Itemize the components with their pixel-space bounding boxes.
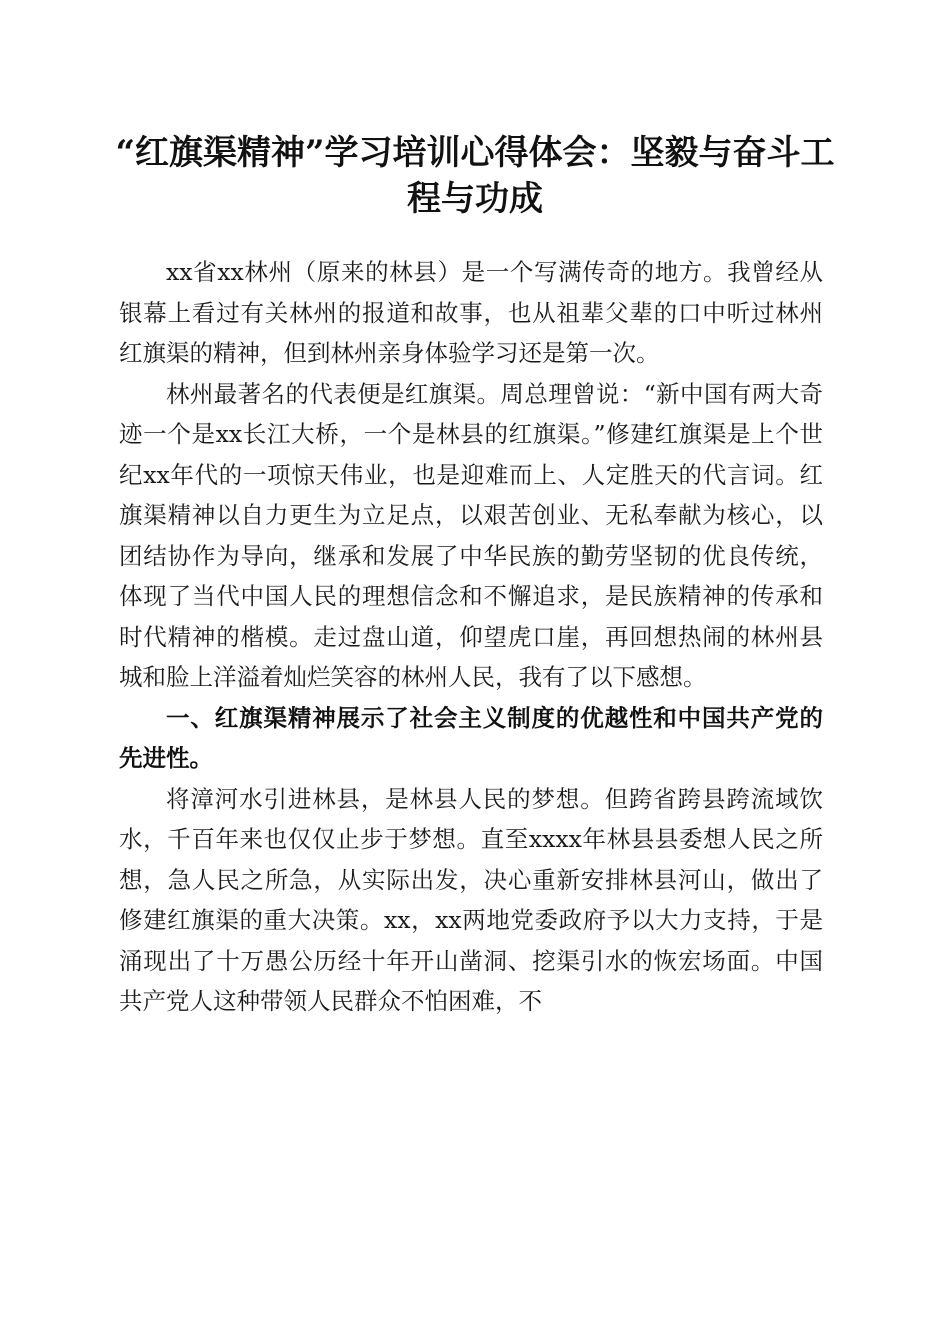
paragraph-intro: xx省xx林州（原来的林县）是一个写满传奇的地方。我曾经从银幕上看过有关林州的报道和故事，也从祖辈父辈的口中听过林州红旗渠的精神，但到林州亲身体验学习还是第一次。 [119,258,823,367]
paragraph-section-one: 将漳河水引进林县，是林县人民的梦想。但跨省跨县跨流域饮水，千百年来也仅仅止步于梦想。直至xxxx年林县县委想人民之所想，急人民之所急，从实际出发，决心重新安排林县河山，做出了修建红旗渠的重大决策。xx，xx两地党委政府予以大力支持，于是涌现出了十万愚公历经十年开山凿洞、挖渠引水的恢宏场面。中国共产党人这种带领人民群众不怕困难，不 [119,784,823,1015]
paragraph-redflag-canal: 林州最著名的代表便是红旗渠。周总理曾说：“新中国有两大奇迹一个是xx长江大桥，一个是林县的红旗渠。”修建红旗渠是上个世纪xx年代的一项惊天伟业，也是迎难而上、人定胜天的代言词。红旗渠精神以自力更生为立足点，以艰苦创业、无私奉献为核心，以团结协作为导向，继承和发展了中华民族的勤劳坚韧的优良传统，体现了当代中国人民的理想信念和不懈追求，是民族精神的传承和时代精神的楷模。走过盘山道，仰望虎口崖，再回想热闹的林州县城和脸上洋溢着灿烂笑容的林州人民，我有了以下感想。 [119,379,823,691]
document-title: “红旗渠精神”学习培训心得体会：坚毅与奋斗工程与功成 [115,133,835,219]
document-body [119,252,823,1022]
section-heading: 一、红旗渠精神展示了社会主义制度的优越性和中国共产党的先进性。 [119,703,823,772]
